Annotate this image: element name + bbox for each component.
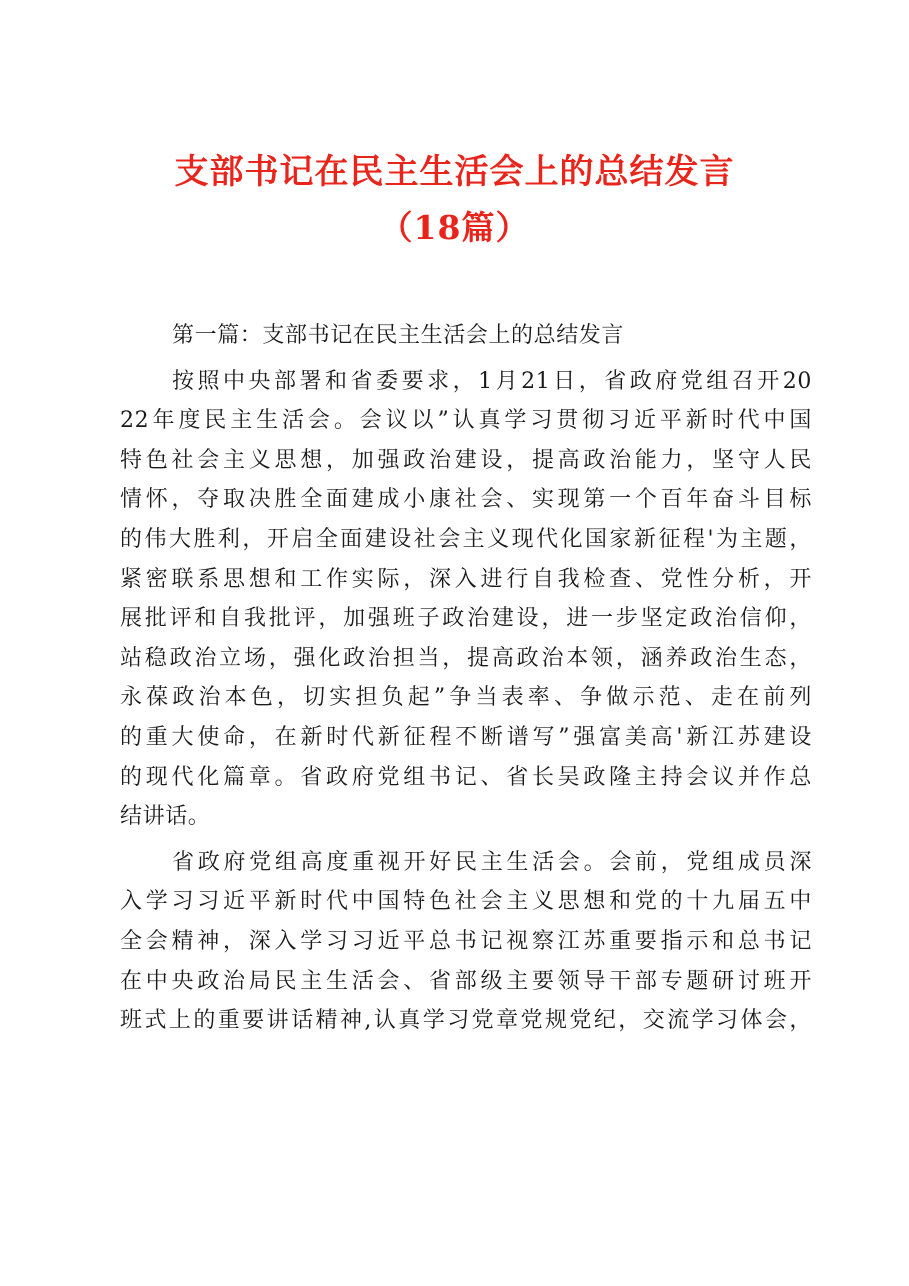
document-title: 支部书记在民主生活会上的总结发言 (174, 152, 735, 192)
text-line: 全会精神，深入学习习近平总书记视察江苏重要指示和总书记 (120, 928, 812, 954)
text-line: 班式上的重要讲话精神,认真学习党章党规党纪，交流学习体会， (120, 1008, 812, 1034)
text-line: 的现代化篇章。省政府党组书记、省长吴政隆主持会议并作总 (120, 764, 812, 790)
text-line: 结讲话。 (120, 804, 211, 830)
text-line: 的重大使命，在新时代新征程不断谱写”强富美高'新江苏建设 (120, 724, 812, 750)
paragraph-heading (120, 316, 812, 356)
text-line: 站稳政治立场，强化政治担当，提高政治本领，涵养政治生态， (120, 645, 812, 671)
text-line: 的伟大胜利，开启全面建设社会主义现代化国家新征程'为主题， (120, 526, 812, 552)
text-line: 特色社会主义思想，加强政治建设，提高政治能力，坚守人民 (120, 447, 812, 473)
text-line: 紧密联系思想和工作实际，深入进行自我检查、党性分析，开 (120, 566, 812, 592)
document-subtitle: （18篇） (379, 208, 530, 247)
text-line: 按照中央部署和省委要求，1月21日，省政府党组召开20 (172, 368, 812, 394)
text-line: 永葆政治本色，切实担负起”争当表率、争做示范、走在前列 (120, 685, 812, 711)
text-line: 入学习习近平新时代中国特色社会主义思想和党的十九届五中 (120, 889, 812, 915)
paragraph (120, 843, 812, 1041)
paragraph (120, 362, 812, 837)
text-line: 22年度民主生活会。会议以”认真学习贯彻习近平新时代中国 (120, 408, 812, 434)
document-body (120, 316, 812, 1041)
text-line: 第一篇：支部书记在民主生活会上的总结发言 (172, 323, 625, 348)
text-line: 省政府党组高度重视开好民主生活会。会前，党组成员深 (172, 849, 812, 875)
text-line: 展批评和自我批评，加强班子政治建设，进一步坚定政治信仰， (120, 606, 812, 632)
text-line: 在中央政治局民主生活会、省部级主要领导干部专题研讨班开 (120, 968, 812, 994)
text-line: 情怀，夺取决胜全面建成小康社会、实现第一个百年奋斗目标 (120, 487, 812, 513)
